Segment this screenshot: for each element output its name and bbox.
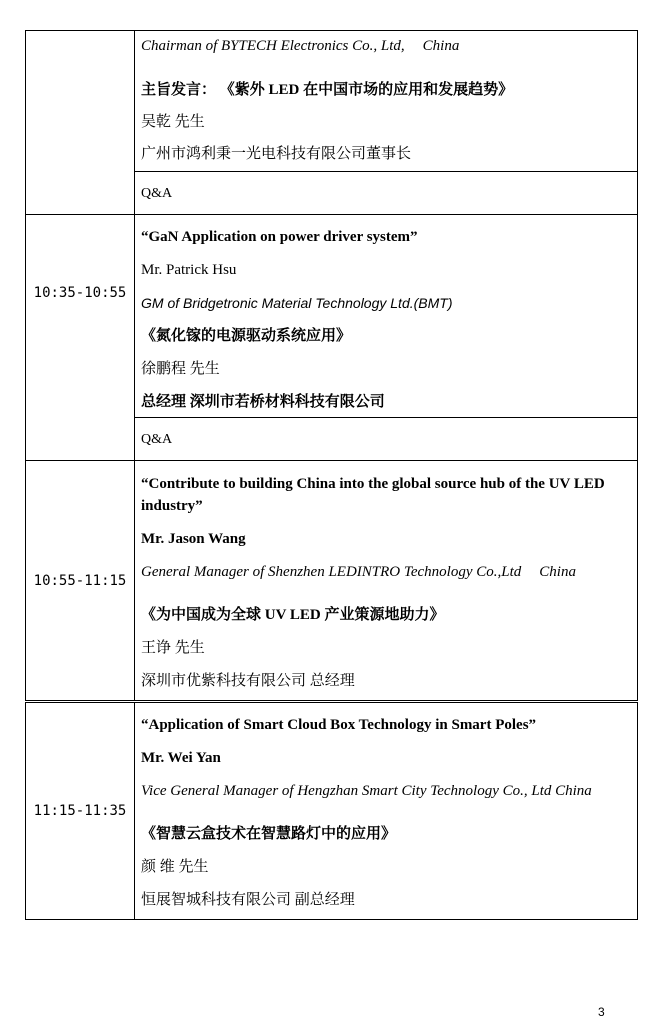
agenda-row xyxy=(26,31,638,172)
speaker-company: 恒展智城科技有限公司 副总经理 xyxy=(141,892,355,908)
speaker-name-en: Mr. Patrick Hsu xyxy=(141,262,237,278)
talk-title-cn: 《为中国成为全球 UV LED 产业策源地助力》 xyxy=(141,607,445,623)
page-number: 3 xyxy=(598,1005,605,1019)
time-cell: 10:55-11:15 xyxy=(26,461,135,702)
keynote-title: 主旨发言： 《紫外 LED 在中国市场的应用和发展趋势》 xyxy=(141,82,514,98)
speaker-company: 总经理 深圳市若桥材料科技有限公司 xyxy=(141,394,385,410)
talk-title-cn: 《氮化镓的电源驱动系统应用》 xyxy=(141,328,352,344)
speaker-name-en: Mr. Jason Wang xyxy=(141,531,246,547)
session-cell xyxy=(135,31,638,172)
time-cell: 10:35-10:55 xyxy=(26,215,135,461)
talk-title-en: “GaN Application on power driver system” xyxy=(141,229,418,245)
qa-cell xyxy=(135,172,638,215)
speaker-company: 深圳市优紫科技有限公司 总经理 xyxy=(141,673,355,689)
talk-title-en: “Contribute to building China into the global source hub of the UV LED industry” xyxy=(141,476,605,514)
speaker-title: Vice General Manager of Hengzhan Smart City Technology Co., Ltd China xyxy=(141,783,592,799)
qa-cell xyxy=(135,418,638,461)
agenda-row xyxy=(26,702,638,920)
session-cell xyxy=(135,461,638,702)
talk-title-en: “Application of Smart Cloud Box Technology in Smart Poles” xyxy=(141,717,537,733)
time-cell: 11:15-11:35 xyxy=(26,702,135,920)
speaker-title: Chairman of BYTECH Electronics Co., Ltd, China xyxy=(141,38,460,54)
agenda-table xyxy=(25,30,638,920)
time-cell xyxy=(26,31,135,215)
speaker-title: General Manager of Shenzhen LEDINTRO Technology Co.,Ltd China xyxy=(141,564,576,580)
qa-label: Q&A xyxy=(141,186,173,201)
speaker-name-cn: 王诤 先生 xyxy=(141,640,205,656)
speaker-name-cn: 颜 维 先生 xyxy=(141,859,209,875)
speaker-title: GM of Bridgetronic Material Technology Ltd.(BMT) xyxy=(141,295,453,311)
session-cell xyxy=(135,702,638,920)
speaker-name: 吴乾 先生 xyxy=(141,114,205,130)
talk-title-cn: 《智慧云盒技术在智慧路灯中的应用》 xyxy=(141,826,397,842)
agenda-row xyxy=(26,215,638,418)
speaker-company: 广州市鸿利秉一光电科技有限公司董事长 xyxy=(141,146,412,162)
agenda-row xyxy=(26,461,638,702)
session-cell xyxy=(135,215,638,418)
speaker-name-cn: 徐鹏程 先生 xyxy=(141,361,220,377)
speaker-name-en: Mr. Wei Yan xyxy=(141,750,221,766)
qa-label: Q&A xyxy=(141,432,173,447)
